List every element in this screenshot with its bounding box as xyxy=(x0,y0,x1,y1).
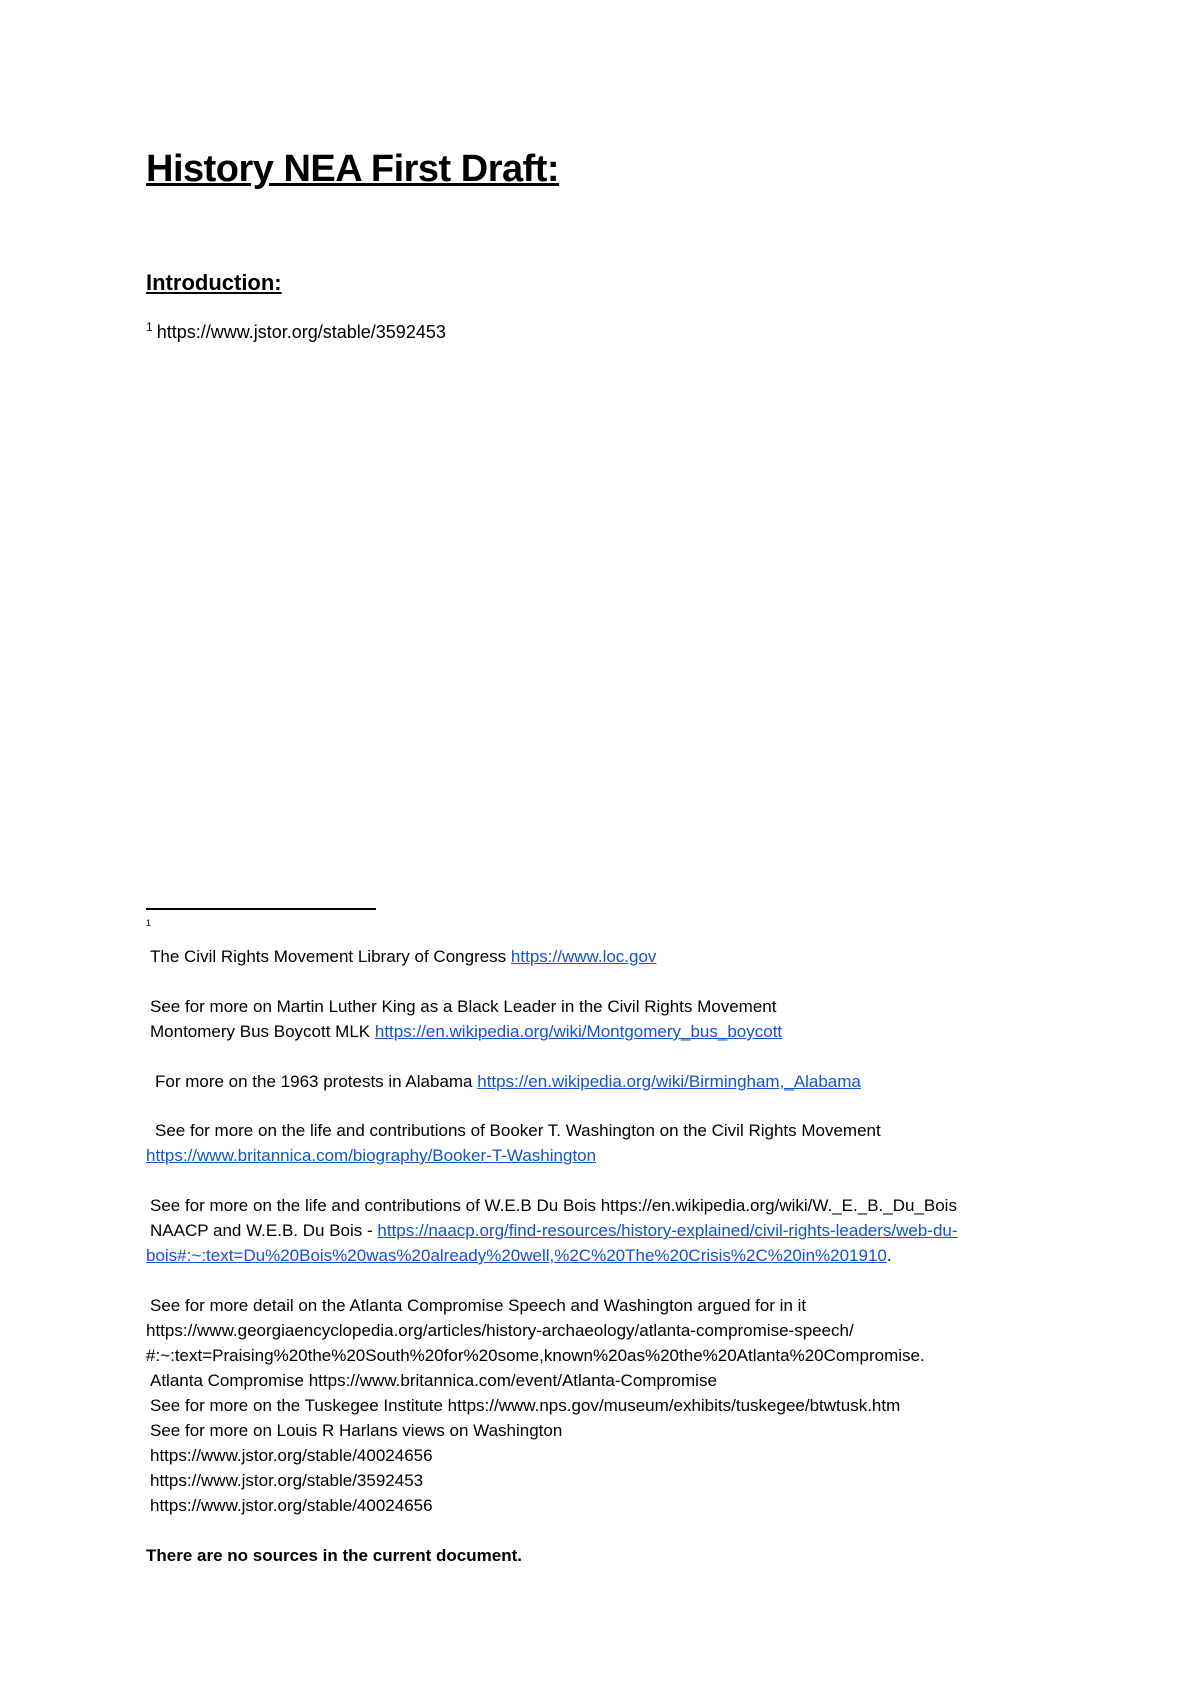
footnote-atlanta: See for more detail on the Atlanta Compromise Speech and Washington argued for in it xyxy=(150,1296,807,1315)
footnote-naacp-text: NAACP and W.E.B. Du Bois - xyxy=(150,1221,378,1240)
footnote-boycott xyxy=(150,1019,782,1044)
naacp-link-part1[interactable]: https://naacp.org/find-resources/history-explained/civil-rights-leaders/web-du- xyxy=(377,1221,958,1240)
no-sources-notice: There are no sources in the current document. xyxy=(146,1546,522,1565)
intro-reference xyxy=(146,320,446,343)
footnote-reference-number[interactable]: 1 xyxy=(146,320,153,334)
footnote-naacp xyxy=(150,1218,958,1243)
footnote-booker-washington-url xyxy=(146,1143,596,1168)
intro-reference-url: https://www.jstor.org/stable/3592453 xyxy=(156,322,446,342)
naacp-link-part2[interactable]: bois#:~:text=Du%20Bois%20was%20already%20well,%2C%20The%20Crisis%2C%20in%201910 xyxy=(146,1246,887,1265)
footnote-dubois: See for more on the life and contributions of W.E.B Du Bois https://en.wikipedia.org/wiki/W._E._B._Du_Bois xyxy=(150,1196,957,1215)
footnote-separator xyxy=(146,908,376,910)
document-title: History NEA First Draft: xyxy=(146,148,560,190)
footnote-birmingham-text: For more on the 1963 protests in Alabama xyxy=(155,1072,478,1091)
footnote-naacp-cont xyxy=(146,1243,892,1268)
footnote-jstor-1: https://www.jstor.org/stable/40024656 xyxy=(150,1446,433,1465)
footnote-harlan: See for more on Louis R Harlans views on Washington xyxy=(150,1421,563,1440)
footnote-tuskegee: See for more on the Tuskegee Institute https://www.nps.gov/museum/exhibits/tuskegee/btwtusk.htm xyxy=(150,1396,901,1415)
birmingham-link[interactable]: https://en.wikipedia.org/wiki/Birmingham,_Alabama xyxy=(477,1072,861,1091)
footnote-atlanta-url-2: #:~:text=Praising%20the%20South%20for%20some,known%20as%20the%20Atlanta%20Compromise. xyxy=(146,1346,925,1365)
boycott-link[interactable]: https://en.wikipedia.org/wiki/Montgomery_bus_boycott xyxy=(374,1022,783,1041)
footnote-booker-washington: See for more on the life and contributions of Booker T. Washington on the Civil Rights Movement xyxy=(155,1121,881,1140)
footnote-loc-text: The Civil Rights Movement Library of Congress xyxy=(150,947,511,966)
loc-link[interactable]: https://www.loc.gov xyxy=(510,947,657,966)
introduction-heading: Introduction: xyxy=(146,270,282,295)
footnote-birmingham xyxy=(155,1069,861,1094)
footnote-mlk: See for more on Martin Luther King as a Black Leader in the Civil Rights Movement xyxy=(150,997,777,1016)
footnote-atlanta-britannica: Atlanta Compromise https://www.britannica.com/event/Atlanta-Compromise xyxy=(150,1371,717,1390)
footnote-jstor-3: https://www.jstor.org/stable/40024656 xyxy=(150,1496,433,1515)
naacp-period: . xyxy=(886,1246,892,1265)
footnote-loc xyxy=(150,944,656,969)
britannica-washington-link[interactable]: https://www.britannica.com/biography/Booker-T-Washington xyxy=(146,1146,597,1165)
footnote-marker: 1 xyxy=(146,918,152,928)
footnote-atlanta-url-1: https://www.georgiaencyclopedia.org/articles/history-archaeology/atlanta-compromise-speech/ xyxy=(146,1321,854,1340)
footnote-boycott-text: Montomery Bus Boycott MLK xyxy=(150,1022,375,1041)
footnote-jstor-2: https://www.jstor.org/stable/3592453 xyxy=(150,1471,424,1490)
